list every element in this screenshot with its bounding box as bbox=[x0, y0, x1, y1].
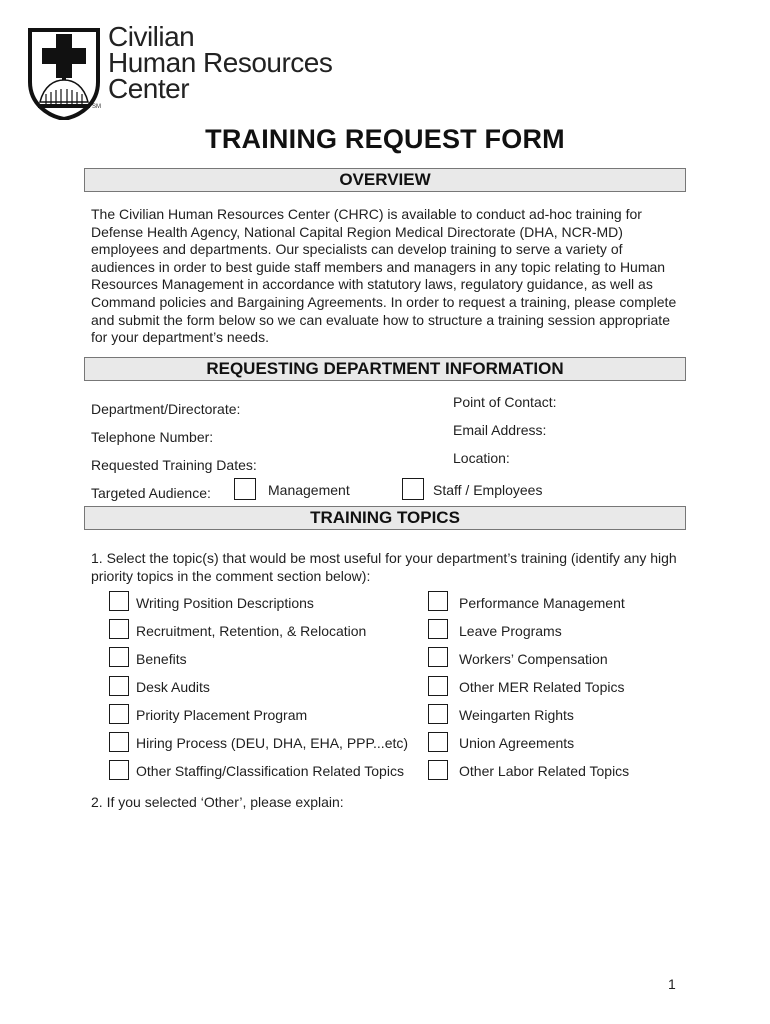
topic-checkbox-performance-mgmt[interactable] bbox=[428, 591, 448, 611]
topic-checkbox-recruitment[interactable] bbox=[109, 619, 129, 639]
staff-employees-checkbox[interactable] bbox=[402, 478, 424, 500]
topic-label: Other Staffing/Classification Related Topics bbox=[136, 763, 404, 779]
email-label: Email Address: bbox=[453, 422, 547, 438]
topic-label: Union Agreements bbox=[459, 735, 575, 751]
topic-checkbox-benefits[interactable] bbox=[109, 647, 129, 667]
point-of-contact-label: Point of Contact: bbox=[453, 394, 557, 410]
topic-checkbox-other-labor[interactable] bbox=[428, 760, 448, 780]
topic-label: Recruitment, Retention, & Relocation bbox=[136, 623, 367, 639]
topic-checkbox-workers-comp[interactable] bbox=[428, 647, 448, 667]
topic-label: Weingarten Rights bbox=[459, 707, 574, 723]
topic-label: Other Labor Related Topics bbox=[459, 763, 630, 779]
management-option-label: Management bbox=[268, 482, 350, 498]
topic-checkbox-writing-pd[interactable] bbox=[109, 591, 129, 611]
question-1: 1. Select the topic(s) that would be most useful for your department’s training (identify any high priority topics in the comment section below): bbox=[91, 550, 677, 584]
topic-checkbox-ppp[interactable] bbox=[109, 704, 129, 724]
telephone-label: Telephone Number: bbox=[91, 429, 214, 445]
location-label: Location: bbox=[453, 450, 510, 466]
topic-label: Hiring Process (DEU, DHA, EHA, PPP...etc) bbox=[136, 735, 409, 751]
topic-checkbox-other-staffing[interactable] bbox=[109, 760, 129, 780]
training-dates-label: Requested Training Dates: bbox=[91, 457, 257, 473]
topic-label: Performance Management bbox=[459, 595, 625, 611]
topic-label: Benefits bbox=[136, 651, 187, 667]
question-2: 2. If you selected ‘Other’, please explain: bbox=[91, 794, 344, 810]
topic-label: Other MER Related Topics bbox=[459, 679, 625, 695]
service-mark: SM bbox=[92, 104, 101, 110]
topic-label: Priority Placement Program bbox=[136, 707, 308, 723]
topic-checkbox-hiring-process[interactable] bbox=[109, 732, 129, 752]
overview-heading: OVERVIEW bbox=[84, 168, 686, 192]
topic-label: Writing Position Descriptions bbox=[136, 595, 314, 611]
topic-label: Desk Audits bbox=[136, 679, 210, 695]
department-info-heading: REQUESTING DEPARTMENT INFORMATION bbox=[84, 357, 686, 381]
overview-text: The Civilian Human Resources Center (CHRC) is available to conduct ad-hoc training for Defense Health Agency, National Capital Region Medical Directorate (DHA, NCR-MD) employees and departments. Our specialists can develop training to serve a variety of audiences in order to best guide staff members and managers in any topic relating to Human Resources Management in accordance with statutory laws, regulatory guidance, as well as Command policies and Bargaining Agreements. In order to request a training, please complete and submit the form below so we can evaluate how to structure a training session appropriate for your department’s needs. bbox=[91, 206, 677, 346]
training-topics-heading: TRAINING TOPICS bbox=[84, 506, 686, 530]
organization-name: Civilian Human Resources Center bbox=[108, 21, 333, 104]
department-label: Department/Directorate: bbox=[91, 401, 241, 417]
page-number: 1 bbox=[668, 976, 676, 992]
audience-label: Targeted Audience: bbox=[91, 485, 211, 501]
form-title: TRAINING REQUEST FORM bbox=[205, 124, 565, 154]
topic-checkbox-weingarten[interactable] bbox=[428, 704, 448, 724]
topic-label: Leave Programs bbox=[459, 623, 562, 639]
topic-checkbox-desk-audits[interactable] bbox=[109, 676, 129, 696]
topic-label: Workers’ Compensation bbox=[459, 651, 608, 667]
topic-checkbox-leave-programs[interactable] bbox=[428, 619, 448, 639]
topic-checkbox-union-agreements[interactable] bbox=[428, 732, 448, 752]
staff-employees-option-label: Staff / Employees bbox=[433, 482, 543, 498]
topic-checkbox-other-mer[interactable] bbox=[428, 676, 448, 696]
management-checkbox[interactable] bbox=[234, 478, 256, 500]
